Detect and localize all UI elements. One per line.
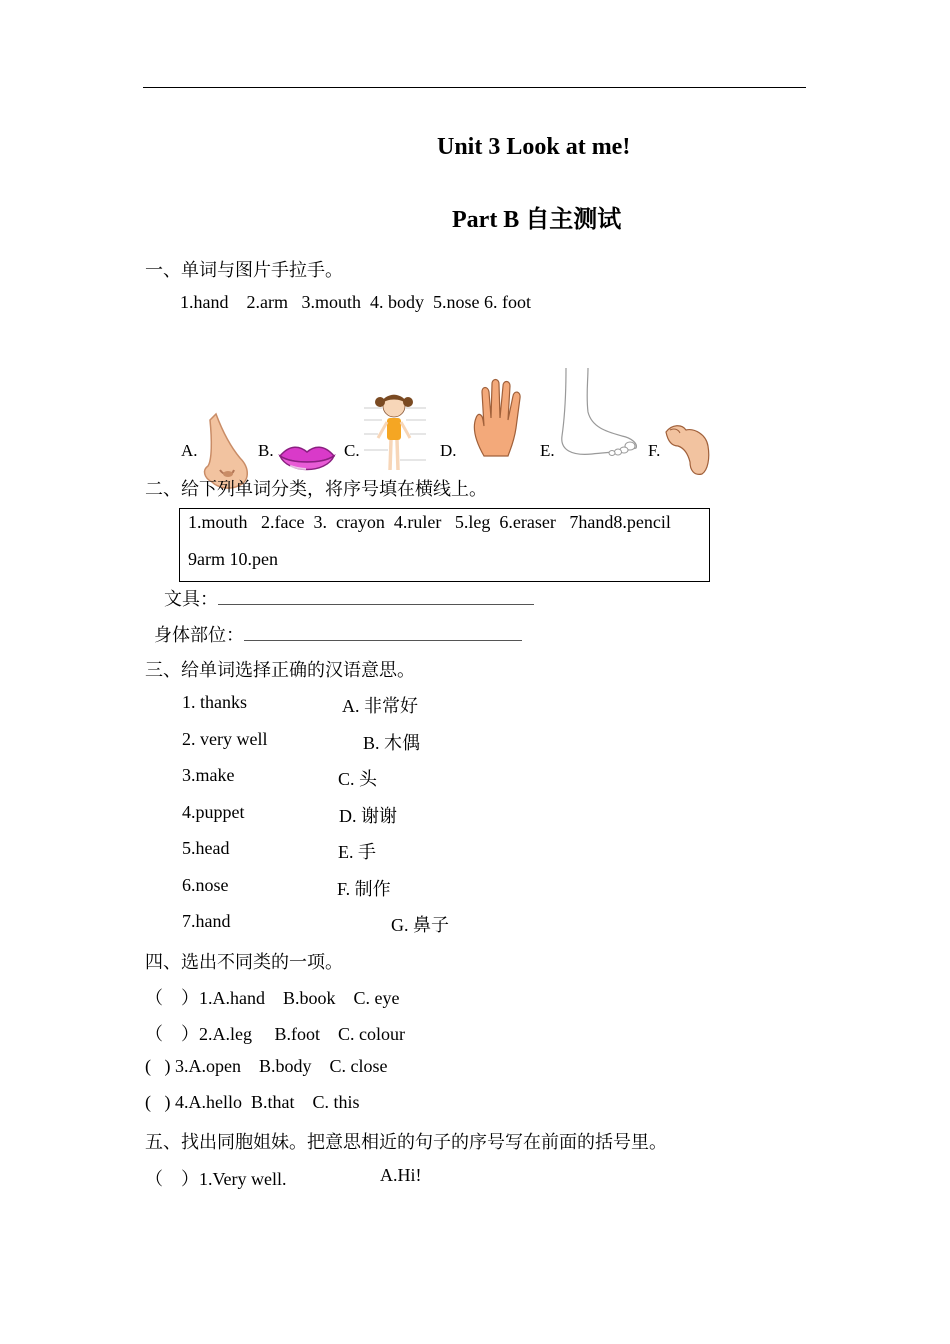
section-5-heading: 五、找出同胞姐妹。把意思相近的句子的序号写在前面的括号里。 — [145, 1132, 667, 1152]
worksheet-title: Unit 3 Look at me! — [437, 134, 631, 160]
header-rule — [143, 87, 806, 88]
word-box-line-2: 9arm 10.pen — [188, 549, 278, 569]
picture-label-d: D. — [440, 441, 457, 460]
match-meaning-d: D. 谢谢 — [339, 806, 397, 826]
odd-one-out-4: ( ) 4.A.hello B.that C. this — [145, 1092, 360, 1112]
picture-label-c: C. — [344, 441, 360, 460]
match-meaning-g: G. 鼻子 — [391, 915, 449, 935]
section-3-heading: 三、给单词选择正确的汉语意思。 — [145, 660, 415, 680]
body-parts-label: 身体部位： — [154, 625, 244, 645]
match-word-6: 6.nose — [182, 875, 229, 895]
match-meaning-b: B. 木偶 — [363, 733, 421, 753]
sentence-match-a: A.Hi! — [380, 1165, 422, 1185]
sentence-match-1: （ ）1.Very well. — [145, 1169, 287, 1189]
section-1-word-list: 1.hand 2.arm 3.mouth 4. body 5.nose 6. foot — [180, 292, 531, 312]
match-word-1: 1. thanks — [182, 692, 247, 712]
section-4-heading: 四、选出不同类的一项。 — [145, 952, 343, 972]
picture-label-e: E. — [540, 441, 555, 460]
match-meaning-a: A. 非常好 — [342, 696, 418, 716]
match-word-4: 4.puppet — [182, 802, 245, 822]
match-meaning-e: E. 手 — [338, 842, 376, 862]
picture-label-f: F. — [648, 441, 661, 460]
section-2-heading: 二、给下列单词分类，将序号填在横线上。 — [145, 479, 487, 499]
match-meaning-f: F. 制作 — [337, 879, 391, 899]
match-word-5: 5.head — [182, 838, 230, 858]
picture-label-b: B. — [258, 441, 274, 460]
odd-one-out-1: （ ）1.A.hand B.book C. eye — [145, 988, 400, 1008]
mouth-picture — [278, 440, 336, 480]
hand-picture — [468, 378, 532, 458]
odd-one-out-2: （ ）2.A.leg B.foot C. colour — [145, 1024, 405, 1044]
arm-picture — [662, 420, 714, 476]
body-parts-row — [154, 621, 522, 647]
body-parts-answer-line[interactable] — [244, 626, 522, 641]
stationery-label: 文具： — [164, 589, 218, 609]
foot-picture — [558, 366, 640, 458]
match-word-2: 2. very well — [182, 729, 268, 749]
match-meaning-c: C. 头 — [338, 769, 378, 789]
match-word-3: 3.make — [182, 765, 235, 785]
worksheet-subtitle: Part B 自主测试 — [452, 207, 622, 233]
odd-one-out-3: ( ) 3.A.open B.body C. close — [145, 1056, 388, 1076]
picture-label-a: A. — [181, 441, 198, 460]
section-1-heading: 一、单词与图片手拉手。 — [145, 260, 343, 280]
word-box-line-1: 1.mouth 2.face 3. crayon 4.ruler 5.leg 6.eraser 7hand8.pencil — [188, 512, 671, 532]
stationery-row — [164, 585, 534, 611]
stationery-answer-line[interactable] — [218, 590, 534, 605]
body-picture — [360, 390, 430, 476]
match-word-7: 7.hand — [182, 911, 231, 931]
